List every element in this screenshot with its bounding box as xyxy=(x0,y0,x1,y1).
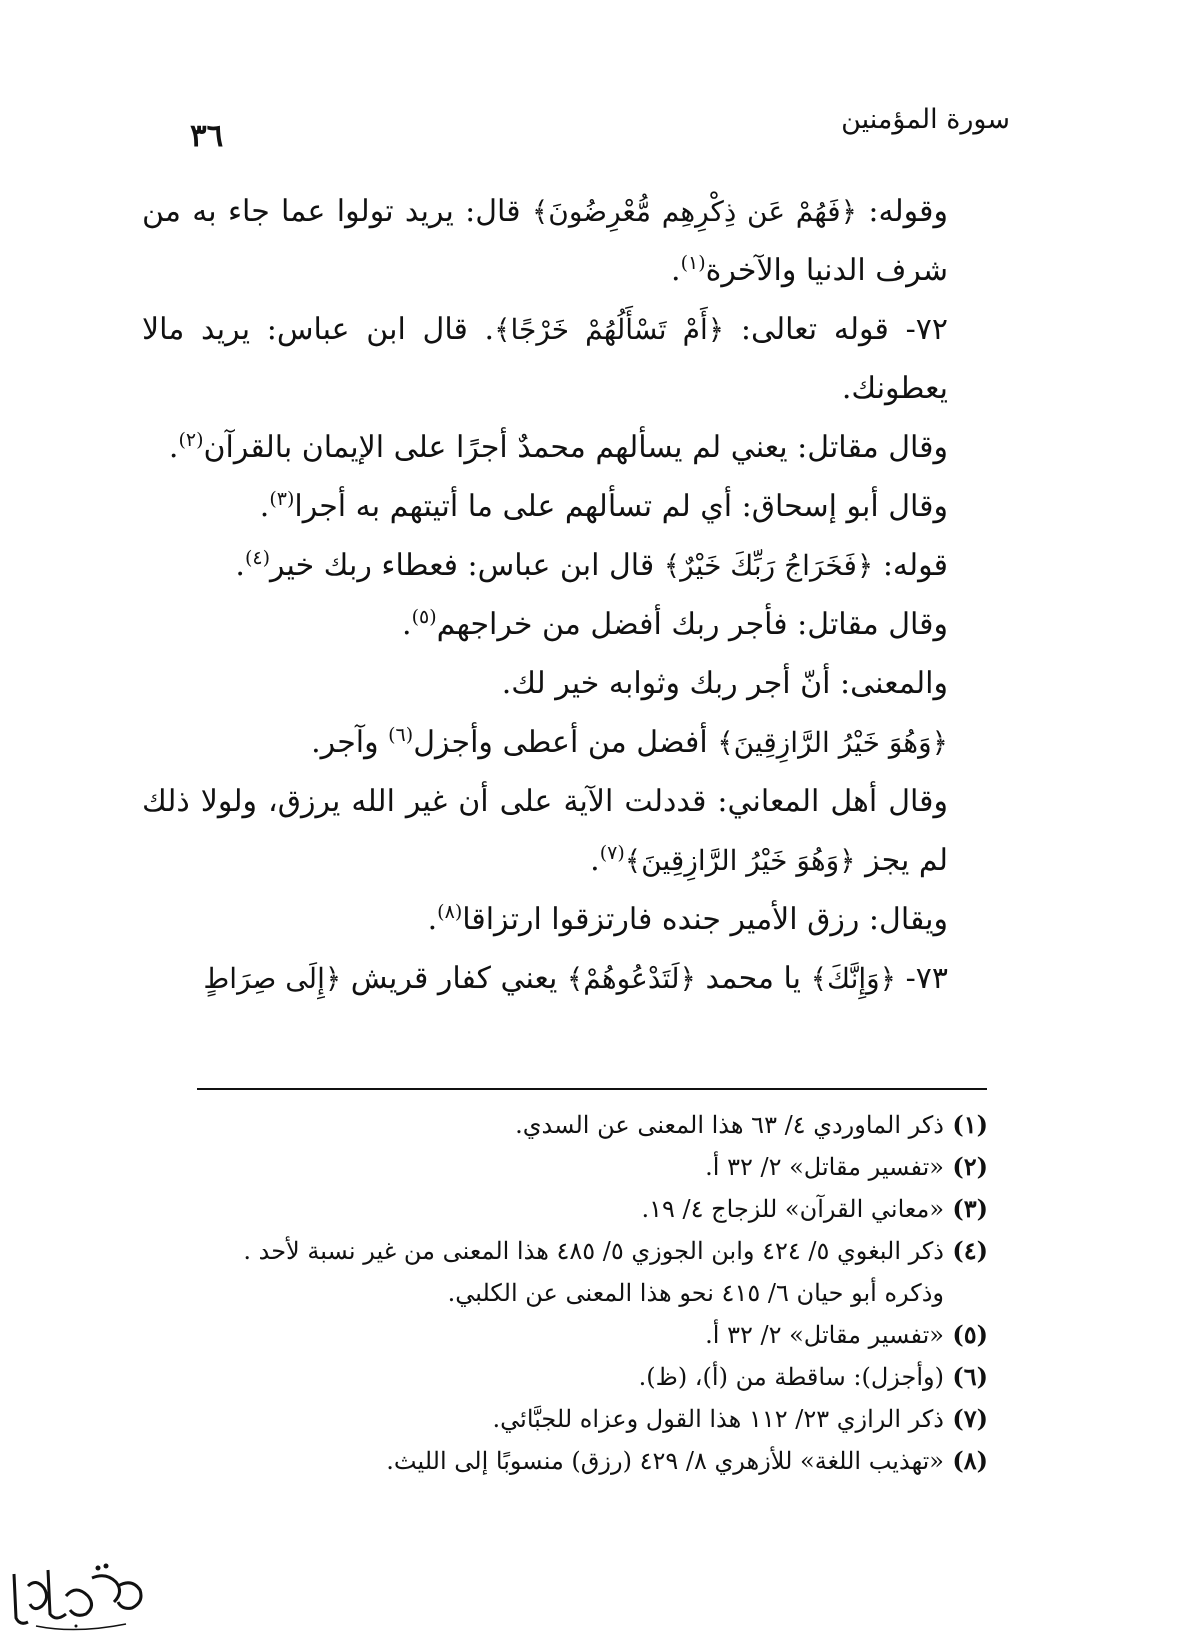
footnote-1 xyxy=(170,1104,988,1146)
quran-quote: ﴿وَإِنَّكَ﴾ xyxy=(810,962,897,995)
footnote-text: «تهذيب اللغة» للأزهري ٨/ ٤٢٩ (رزق) منسوبًا إلى الليث. xyxy=(386,1447,944,1475)
footnote-text: ذكر الماوردي ٤/ ٦٣ هذا المعنى عن السدي. xyxy=(515,1111,944,1139)
quran-quote: ﴿إِلَى صِرَاطٍ xyxy=(203,962,342,995)
paragraph-2: ٧٢- قوله تعالى: ﴿أَمْ تَسْأَلُهُمْ خَرْجًا﴾. قال ابن عباس: يريد مالا يعطونك. xyxy=(142,312,948,406)
paragraph-5: قوله: ﴿فَخَرَاجُ رَبِّكَ خَيْرٌ﴾ قال ابن عباس: فعطاء ربك خير$^{(٤)}$. xyxy=(235,547,948,583)
footnote-text: «معاني القرآن» للزجاج ٤/ ١٩. xyxy=(641,1195,944,1223)
paragraph-3: وقال مقاتل: يعني لم يسألهم محمدٌ أجرًا على الإيمان بالقرآن$^{(٢)}$. xyxy=(168,429,948,465)
footnotes xyxy=(170,1104,988,1482)
footnote-text: وذكره أبو حيان ٦/ ٤١٥ نحو هذا المعنى عن الكلبي. xyxy=(447,1279,944,1307)
page-number: ٣٦ xyxy=(190,118,224,154)
paragraph-10: ويقال: رزق الأمير جنده فارتزقوا ارتزاقا$^{(٨)}$. xyxy=(427,901,948,937)
quran-quote: ﴿فَهُمْ عَن ذِكْرِهِم مُّعْرِضُونَ﴾ xyxy=(531,195,858,228)
paragraph-6: وقال مقاتل: فأجر ربك أفضل من خراجهم$^{(٥)}$. xyxy=(402,606,948,642)
footnote-number: (٣) xyxy=(952,1194,988,1223)
footnote-ref[interactable]: (٥) xyxy=(411,606,437,628)
running-title: سورة المؤمنين xyxy=(841,104,1010,135)
paragraph-1: وقوله: ﴿فَهُمْ عَن ذِكْرِهِم مُّعْرِضُونَ﴾ قال: يريد تولوا عما جاء به من شرف الدنيا والآخرة$^{(١)}$. xyxy=(142,194,948,288)
footnote-number: (٨) xyxy=(952,1446,988,1475)
paragraph-9: وقال أهل المعاني: قددلت الآية على أن غير الله يرزق، ولولا ذلك لم يجز ﴿وَهُوَ خَيْرُ الرَّازِقِينَ﴾$^{(٧)}$. xyxy=(142,784,948,878)
footnote-text: ذكر الرازي ٢٣/ ١١٢ هذا القول وعزاه للجبَّائي. xyxy=(492,1405,944,1433)
footnote-5 xyxy=(170,1314,988,1356)
footnote-text: (وأجزل): ساقطة من (أ)، (ظ). xyxy=(638,1363,944,1391)
footnote-number: (٦) xyxy=(952,1362,988,1391)
footnote-text: ذكر البغوي ٥/ ٤٢٤ وابن الجوزي ٥/ ٤٨٥ هذا المعنى من غير نسبة لأحد . xyxy=(243,1237,944,1265)
footnote-ref[interactable]: (٣) xyxy=(269,488,295,510)
quran-quote: ﴿أَمْ تَسْأَلُهُمْ خَرْجًا﴾ xyxy=(494,313,725,346)
quran-quote: ﴿لَتَدْعُوهُمْ﴾ xyxy=(566,962,696,995)
footnote-number: (٧) xyxy=(952,1404,988,1433)
calligraphy-seal-icon xyxy=(6,1556,156,1636)
footnote-number: (٤) xyxy=(952,1236,988,1265)
footnote-ref[interactable]: (٨) xyxy=(437,901,463,923)
quran-quote: ﴿وَهُوَ خَيْرُ الرَّازِقِينَ﴾ xyxy=(717,726,948,759)
footnote-6 xyxy=(170,1356,988,1398)
footnote-ref[interactable]: (٢) xyxy=(178,429,204,451)
paragraph-11: ٧٣- ﴿وَإِنَّكَ﴾ يا محمد ﴿لَتَدْعُوهُمْ﴾ يعني كفار قريش ﴿إِلَى صِرَاطٍ xyxy=(203,961,948,996)
footnote-number: (٥) xyxy=(952,1320,988,1349)
footnote-ref[interactable]: (٦) xyxy=(388,724,414,746)
footnote-7 xyxy=(170,1398,988,1440)
footnote-4-continued xyxy=(170,1272,988,1314)
quran-quote: ﴿وَهُوَ خَيْرُ الرَّازِقِينَ﴾ xyxy=(624,844,856,877)
footnote-ref[interactable]: (١) xyxy=(680,252,706,274)
footnote-divider xyxy=(197,1088,987,1090)
footnote-ref[interactable]: (٤) xyxy=(244,547,270,569)
footnote-8 xyxy=(170,1440,988,1482)
footnote-2 xyxy=(170,1146,988,1188)
main-text xyxy=(142,182,986,1008)
paragraph-8: ﴿وَهُوَ خَيْرُ الرَّازِقِينَ﴾ أفضل من أعطى وأجزل$^{(٦)}$ وآجر. xyxy=(311,724,948,760)
footnote-4 xyxy=(170,1230,988,1272)
footnote-text: «تفسير مقاتل» ٢/ ٣٢ أ. xyxy=(705,1153,944,1181)
paragraph-4: وقال أبو إسحاق: أي لم تسألهم على ما أتيتهم به أجرا$^{(٣)}$. xyxy=(259,488,948,524)
quran-quote: ﴿فَخَرَاجُ رَبِّكَ خَيْرٌ﴾ xyxy=(663,549,874,582)
footnote-text: «تفسير مقاتل» ٢/ ٣٢ أ. xyxy=(705,1321,944,1349)
paragraph-7: والمعنى: أنّ أجر ربك وثوابه خير لك. xyxy=(501,666,948,701)
footnote-3 xyxy=(170,1188,988,1230)
footnote-number: (١) xyxy=(952,1110,988,1139)
footnote-number: (٢) xyxy=(952,1152,988,1181)
page-header xyxy=(190,100,1010,160)
footnote-ref[interactable]: (٧) xyxy=(599,842,625,864)
